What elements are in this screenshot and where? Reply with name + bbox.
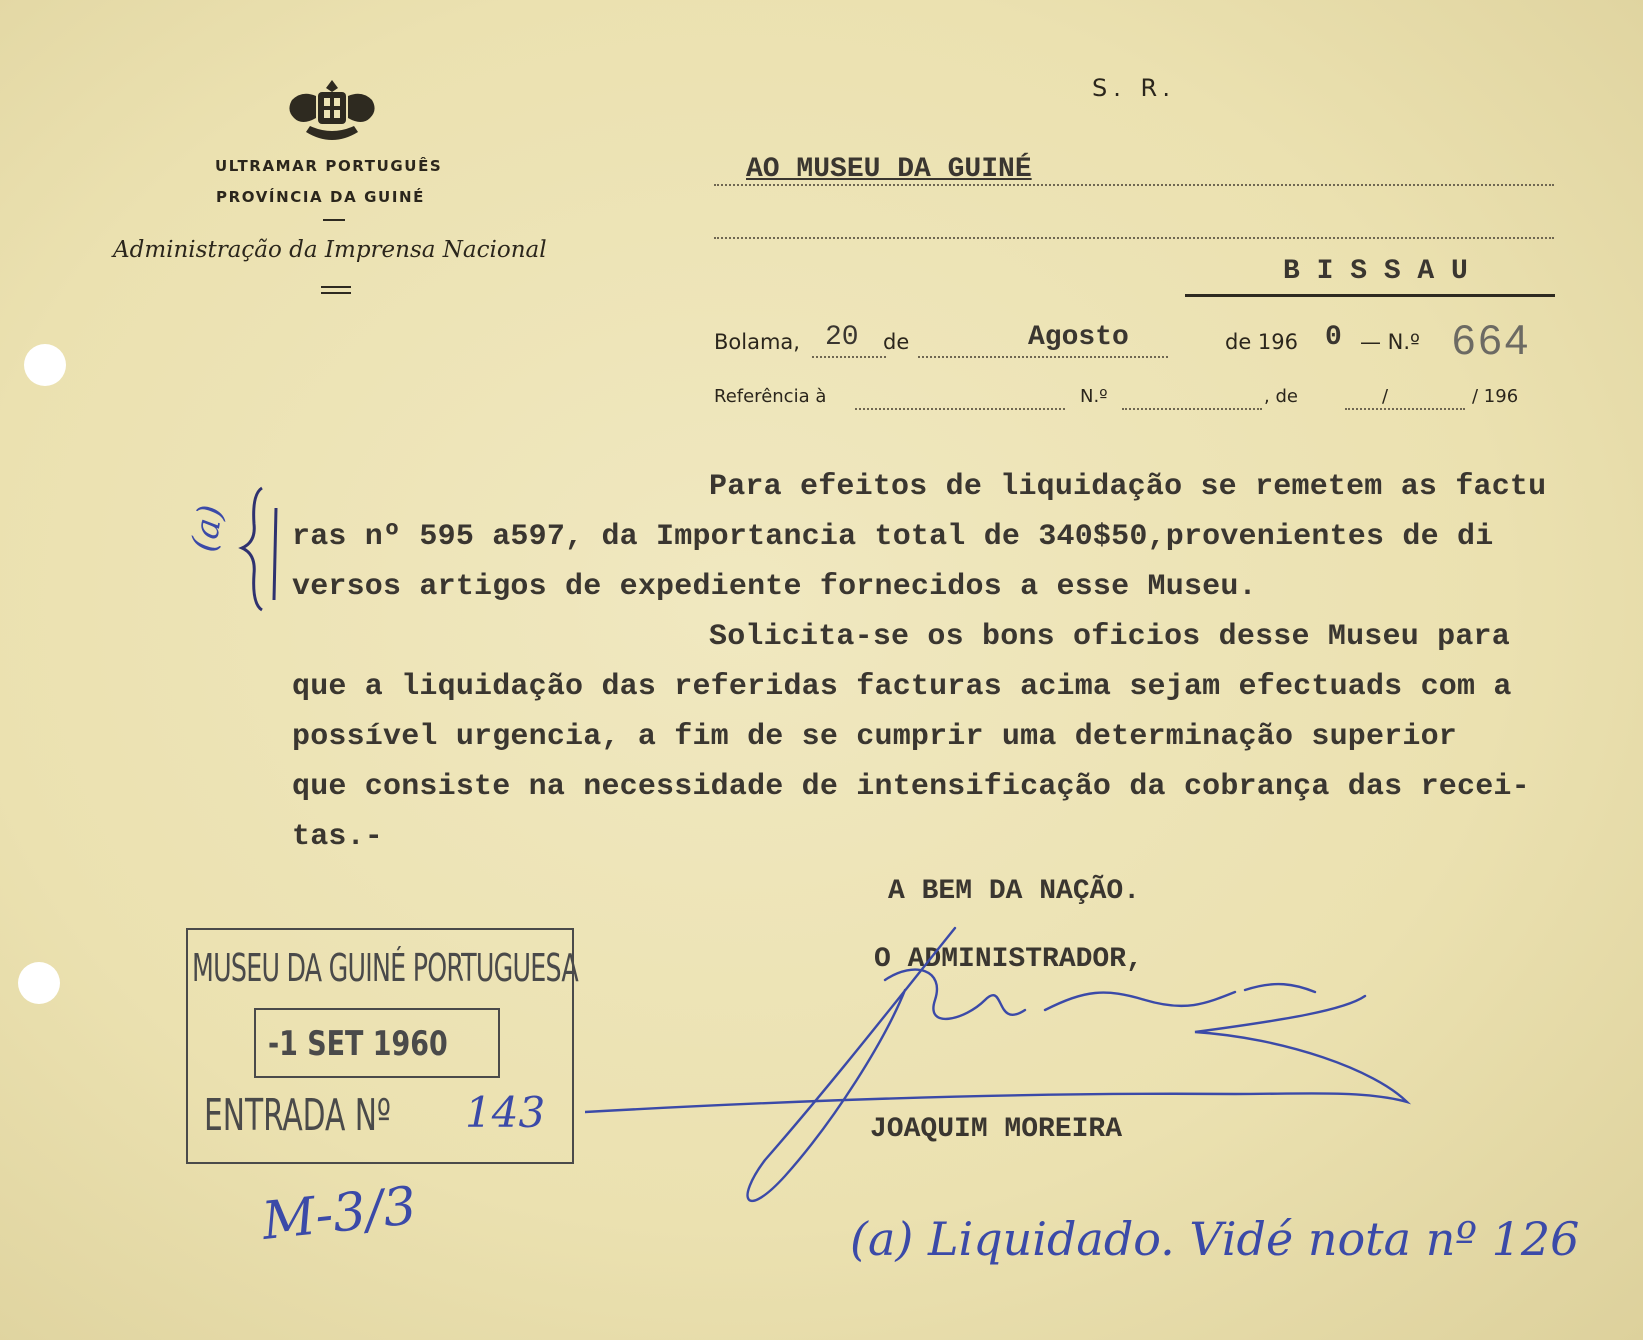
letterhead-divider [323,219,345,221]
recipient-line [714,184,1554,186]
date-de-1: de [883,330,910,354]
stamp-entry-label: ENTRADA Nº [204,1090,391,1141]
closing-title: O ADMINISTRADOR, [874,944,1143,975]
date-day: 20 [825,322,859,353]
document-number: 664 [1452,316,1532,363]
date-number-label: — N.º [1360,330,1420,354]
closing-salutation: A BEM DA NAÇÃO. [888,876,1141,907]
recipient: AO MUSEU DA GUINÉ [746,154,1032,185]
recipient-line-2 [714,237,1554,239]
punch-hole-top [24,344,66,386]
reference-slash-1: / [1382,386,1389,407]
date-day-line [812,356,886,358]
body-line-2: ras nº 595 a597, da Importancia total de 340$50,provenientes de di [292,520,1494,554]
body-line-3: versos artigos de expediente fornecidos a esse Museu. [292,570,1257,604]
reference-line-1 [855,408,1065,410]
margin-note: (a) [184,501,232,555]
sr-mark: S. R. [1092,74,1176,102]
letterhead-divider-2a [321,286,351,288]
body-line-4: Solicita-se os bons oficios desse Museu para [709,620,1510,654]
reference-slash-2: / 196 [1472,386,1519,407]
archive-code: M-3/3 [259,1176,420,1252]
date-month-line [918,356,1168,358]
letterhead-divider-2b [321,292,351,294]
stamp-museum-name: MUSEU DA GUINÉ PORTUGUESA [192,946,578,990]
date-month: Agosto [1028,322,1129,353]
letterhead-line-1: ULTRAMAR PORTUGUÊS [215,157,443,175]
reference-de: , de [1264,386,1298,407]
body-line-1: Para efeitos de liquidação se remetem as factu [709,470,1547,504]
body-line-7: que consiste na necessidade de intensificação da cobrança das recei- [292,770,1530,804]
signatory-name: JOAQUIM MOREIRA [870,1114,1123,1145]
punch-hole-bottom [18,962,60,1004]
date-place: Bolama, [714,330,800,354]
reference-line-2 [1122,408,1262,410]
body-line-6: possível urgencia, a fim de se cumprir uma determinação superior [292,720,1457,754]
settlement-note: (a) Liquidado. Vidé nota nº 126 [850,1212,1580,1266]
reference-line-3 [1345,408,1465,410]
destination-city: B I S S A U [1283,256,1468,287]
city-underline [1185,294,1555,297]
reference-label: Referência à [714,386,827,407]
letterhead-admin: Administração da Imprensa Nacional [113,237,547,263]
coat-of-arms-emblem [288,78,376,146]
reference-no: N.º [1080,386,1108,407]
body-line-5: que a liquidação das referidas facturas acima sejam efectuads com a [292,670,1512,704]
letterhead-line-2: PROVÍNCIA DA GUINÉ [216,188,426,206]
handwritten-signature [585,920,1415,1220]
date-de-2: de 196 [1225,330,1299,354]
stamp-date: -1 SET 1960 [268,1024,448,1064]
body-line-8: tas.- [292,820,384,854]
margin-bracket [232,484,282,614]
stamp-entry-number: 143 [465,1088,546,1137]
date-year-digit: 0 [1325,322,1342,353]
